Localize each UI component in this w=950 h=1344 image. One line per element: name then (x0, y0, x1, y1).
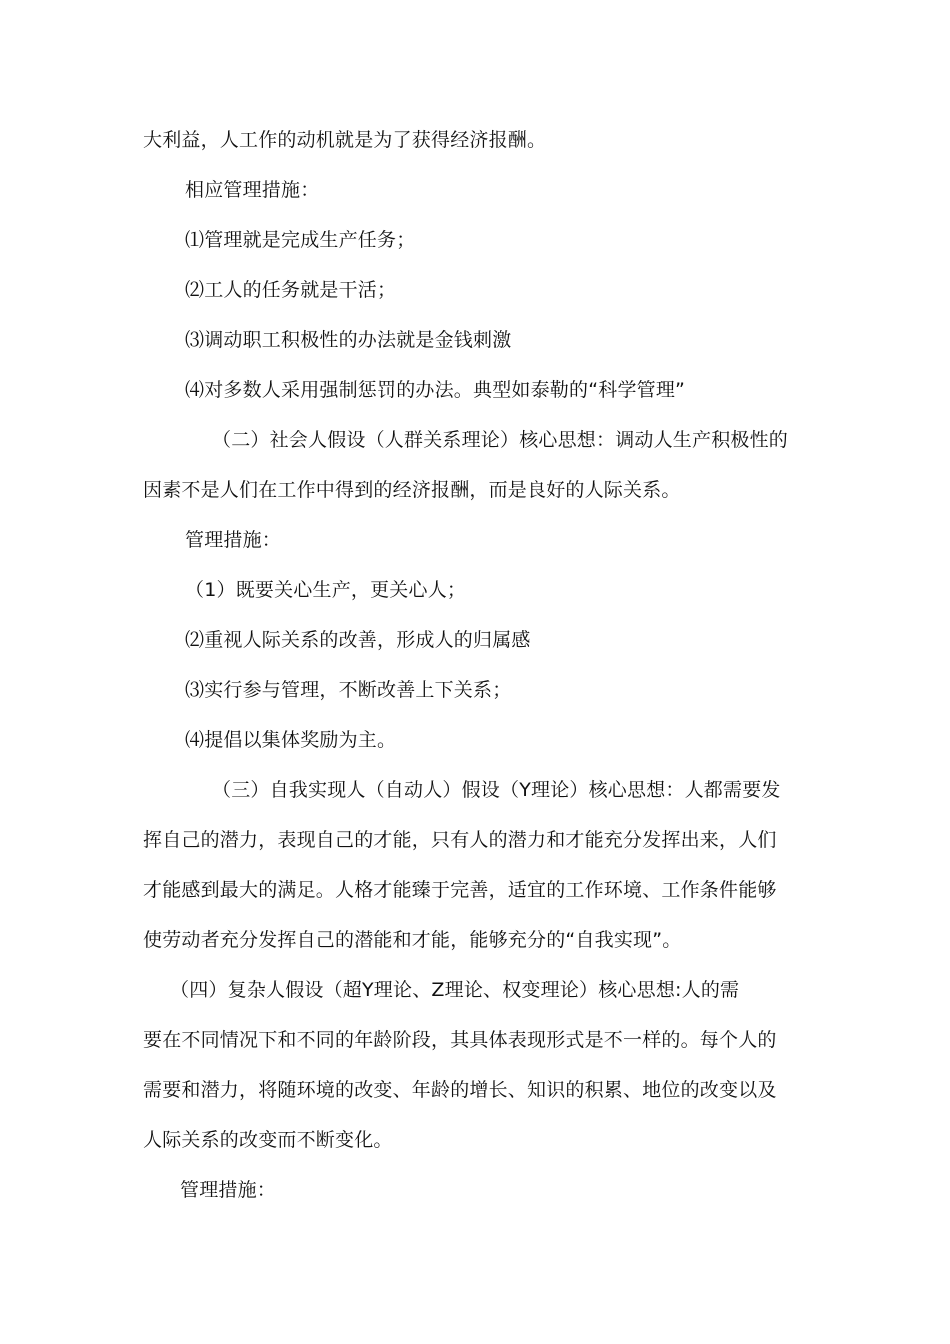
text-line: ⑶调动职工积极性的办法就是金钱刺激 (185, 329, 512, 351)
text-line: ⑵工人的任务就是干活； (185, 279, 397, 301)
text-line: （四）复杂人假设（超Y理论、Z理论、权变理论）核心思想:人的需 (170, 979, 740, 1001)
text-line: 才能感到最大的满足。人格才能臻于完善，适宜的工作环境、工作条件能够 (143, 879, 777, 901)
text-line: 管理措施： (180, 1179, 277, 1201)
text-line: 相应管理措施： (185, 179, 320, 201)
text-line: （二）社会人假设（人群关系理论）核心思想：调动人生产积极性的 (212, 429, 789, 451)
text-line: ⑵重视人际关系的改善，形成人的归属感 (185, 629, 531, 651)
text-line: 人际关系的改变而不断变化。 (143, 1129, 393, 1151)
text-line: （1）既要关心生产，更关心人； (185, 579, 467, 601)
text-line: ⑷提倡以集体奖励为主。 (185, 729, 397, 751)
text-line: ⑶实行参与管理，不断改善上下关系； (185, 679, 512, 701)
text-line: 需要和潜力，将随环境的改变、年龄的增长、知识的积累、地位的改变以及 (143, 1079, 777, 1101)
text-line: 要在不同情况下和不同的年龄阶段，其具体表现形式是不一样的。每个人的 (143, 1029, 777, 1051)
text-line: （三）自我实现人（自动人）假设（Y理论）核心思想：人都需要发 (212, 779, 781, 801)
text-line: 管理措施： (185, 529, 282, 551)
text-line: 挥自己的潜力，表现自己的才能，只有人的潜力和才能充分发挥出来，人们 (143, 829, 777, 851)
text-line: 大利益，人工作的动机就是为了获得经济报酬。 (143, 129, 547, 151)
text-line: ⑷对多数人采用强制惩罚的办法。典型如泰勒的“科学管理” (185, 379, 686, 401)
text-line: 因素不是人们在工作中得到的经济报酬，而是良好的人际关系。 (143, 479, 681, 501)
text-line: ⑴管理就是完成生产任务； (185, 229, 416, 251)
text-line: 使劳动者充分发挥自己的潜能和才能，能够充分的“自我实现”。 (143, 929, 682, 951)
